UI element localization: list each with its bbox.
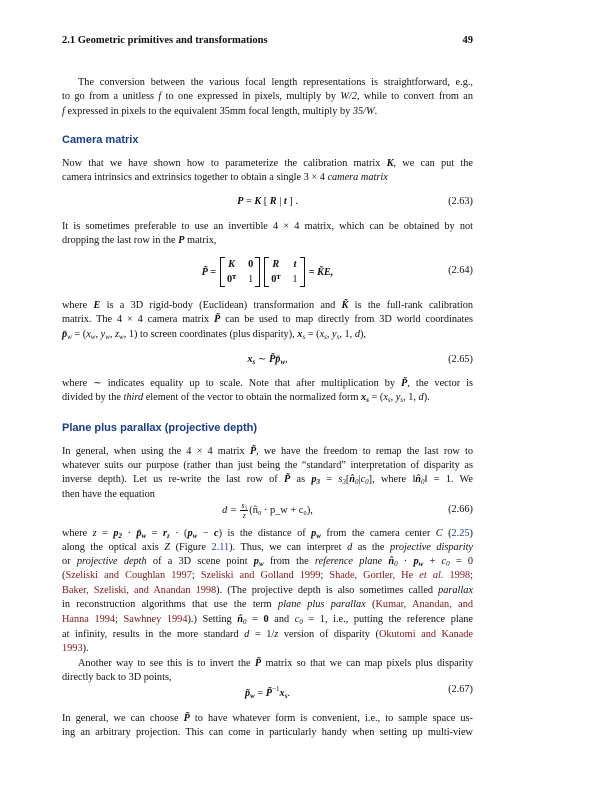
text-span: z	[115, 329, 120, 340]
text-span: matrix so that we can map pixels plus disparity	[261, 658, 473, 669]
text-span: to have whatever form is convenient, i.e., to sample space us-	[189, 713, 473, 724]
matrix-cell: R	[272, 259, 280, 270]
text-span: y	[395, 392, 401, 403]
text-span: In general, when using the 4 × 4 matrix	[62, 446, 250, 457]
text-span: w	[258, 560, 264, 568]
text-span: at infinity, results in the more standard	[62, 629, 245, 640]
text-span: p̄	[136, 528, 142, 539]
text-span: f	[62, 106, 65, 117]
text-span: , the vector is	[407, 378, 473, 389]
text-span: 0	[299, 618, 303, 626]
text-span: where ∼ indicates equality up to scale. Note that after multiplication by	[62, 378, 402, 389]
citation-link[interactable]: et al.	[419, 570, 444, 581]
text-span: 3	[316, 478, 320, 486]
text-span: , 1,	[339, 329, 355, 340]
text-span: K	[254, 196, 262, 207]
text-span: third	[123, 392, 144, 403]
text-span: projective depth	[76, 556, 147, 567]
text-span: ] .	[286, 196, 298, 207]
text-span: 0	[446, 560, 450, 568]
text-span: n̂	[415, 474, 421, 485]
text-line	[62, 612, 473, 627]
eq-rhs: = K̃E,	[308, 266, 334, 278]
text-span: to go from a unitless	[62, 91, 159, 102]
text-span: s	[387, 396, 391, 404]
text-span: is the full-rank calibration	[348, 300, 474, 311]
text-span: is a 3D rigid-body (Euclidean) transformation and	[100, 300, 342, 311]
text-span: −1	[272, 685, 280, 693]
text-span: c	[441, 556, 447, 567]
text-line	[62, 75, 473, 90]
text-span: n̂	[388, 556, 395, 567]
text-line	[62, 458, 473, 473]
text-span: c	[214, 528, 219, 539]
matrix-cell: 1	[248, 274, 254, 285]
text-span: Now that we have shown how to parameterize the calibration matrix	[62, 158, 387, 169]
text-span: 3	[342, 478, 346, 486]
text-span: ,	[109, 329, 116, 340]
text-span: = 1/	[249, 629, 275, 640]
text-span: Plane plus parallax (projective depth)	[62, 422, 257, 434]
text-span: ),	[359, 329, 366, 340]
text-span: Z	[164, 542, 171, 553]
text-span: P̃	[401, 378, 408, 389]
text-line	[62, 444, 473, 459]
text-span: ).) Setting	[187, 614, 238, 625]
text-span: P̃p̄	[268, 354, 281, 365]
text-span: ·	[397, 556, 414, 567]
eq-rhs: (n̂₀ · p_w + c₀),	[249, 504, 313, 516]
citation-link[interactable]: Shade, Gortler, He	[329, 570, 420, 581]
text-line	[62, 390, 473, 405]
text-span: , 1,	[403, 392, 419, 403]
text-span: 0	[394, 560, 398, 568]
text-span: ,	[95, 329, 101, 340]
text-span: |	[276, 196, 284, 207]
matrix-cell: t	[293, 259, 297, 270]
text-span: s	[284, 692, 288, 700]
text-span: = (	[368, 392, 384, 403]
text-span: r	[162, 528, 167, 539]
text-span: It is sometimes preferable to use an invertible 4 × 4 matrix, which can be obtained by not	[62, 221, 473, 232]
text-span: ,	[326, 329, 333, 340]
citation-link[interactable]: Szeliski and Golland 1999	[200, 570, 321, 581]
text-span: dropping the last row in the	[62, 235, 179, 246]
eq-lhs: P̃ =	[201, 266, 217, 278]
text-line	[62, 298, 473, 313]
text-span: s	[336, 333, 340, 341]
text-span: inverse depth). Let us re-write the last row of	[62, 474, 284, 485]
text-line	[62, 656, 473, 671]
matrix-k	[220, 257, 260, 287]
text-span: R	[269, 196, 277, 207]
text-span: K̃	[341, 300, 349, 311]
text-line	[62, 312, 473, 327]
text-span: =	[254, 688, 266, 699]
text-span: p	[113, 528, 119, 539]
text-span: w	[316, 532, 321, 540]
text-span: from the camera center	[320, 528, 436, 539]
matrix-cell: 0ᵀ	[227, 274, 237, 285]
text-span: of a 3D scene point	[146, 556, 254, 567]
text-span: p	[311, 528, 317, 539]
text-span: d	[244, 629, 250, 640]
text-line	[62, 233, 473, 248]
text-span: w	[250, 692, 255, 700]
text-span: The conversion between the various focal length representations is straightforward, e.g.,	[78, 77, 473, 88]
text-line	[62, 597, 473, 612]
text-span: can be used to map directly from 3D world coordinates	[220, 314, 473, 325]
matrix-cell: 0	[248, 259, 254, 270]
text-span: reference plane	[314, 556, 383, 567]
text-span: , while to convert from an	[356, 91, 473, 102]
text-span: to one expressed in pixels, multiply by	[161, 91, 341, 102]
text-line	[62, 526, 473, 541]
page-number: 49	[462, 35, 473, 46]
text-span: ;	[191, 570, 201, 581]
text-span: x	[297, 329, 303, 340]
text-span: w	[192, 532, 198, 540]
text-span: y	[100, 329, 106, 340]
text-span: x	[361, 392, 367, 403]
eq-lhs: d =	[222, 504, 237, 516]
text-span: 0	[355, 478, 359, 486]
text-line	[62, 641, 473, 656]
text-span: p̄	[62, 329, 68, 340]
text-span: P	[178, 235, 185, 246]
text-span: projective disparity	[390, 542, 474, 553]
cross-reference-link[interactable]: 2.11	[211, 542, 230, 553]
text-span: p̃	[244, 688, 251, 699]
text-span: camera matrix	[327, 172, 388, 183]
text-line	[62, 219, 473, 234]
text-span: plane plus parallax	[278, 599, 366, 610]
text-span: (	[62, 570, 66, 581]
text-line	[62, 472, 473, 487]
text-span: d	[418, 392, 424, 403]
text-span: w	[105, 333, 110, 341]
text-line	[62, 487, 473, 502]
text-span: p	[311, 474, 317, 485]
equation-number: (2.64)	[448, 265, 473, 276]
text-span: x	[86, 329, 91, 340]
section-heading	[62, 133, 473, 148]
text-span: s	[366, 396, 369, 404]
text-span: =	[146, 528, 163, 539]
citation-link[interactable]: Sawhney 1994	[123, 614, 188, 625]
text-line	[62, 554, 473, 569]
text-span: = (	[71, 329, 87, 340]
text-span: ). Thus, we can interpret	[229, 542, 348, 553]
text-span: ).	[423, 392, 430, 403]
text-span: 0	[263, 614, 269, 625]
text-line	[62, 156, 473, 171]
text-span: z	[166, 532, 170, 540]
text-span: as the	[352, 542, 391, 553]
citation-link[interactable]: Kumar, Anandan, and	[375, 599, 473, 610]
matrix-cell: 1	[292, 274, 298, 285]
text-span: .	[374, 106, 378, 117]
equation-number: (2.63)	[448, 196, 473, 207]
text-span: s	[400, 396, 404, 404]
text-span: s	[338, 474, 343, 485]
text-span: ∼	[255, 354, 269, 365]
text-span: =	[243, 196, 255, 207]
numerator: s₃	[241, 501, 248, 510]
text-span: = 0	[449, 556, 474, 567]
text-span: x	[383, 392, 388, 403]
text-span: )	[469, 528, 473, 539]
text-span: z	[274, 629, 279, 640]
citation-link[interactable]: 1993	[62, 643, 83, 654]
text-line	[62, 89, 473, 104]
equation-number: (2.65)	[448, 354, 473, 365]
text-span: P	[237, 196, 244, 207]
citation-link[interactable]: Baker, Szeliski, and Anandan 1998	[62, 585, 217, 596]
text-span: P̃	[283, 474, 291, 485]
text-span: = 1, i.e., putting the reference plane	[302, 614, 473, 625]
text-span: s	[324, 333, 327, 341]
text-span: = (	[305, 329, 320, 340]
text-span: matrix. The 4 × 4 camera matrix	[62, 314, 214, 325]
text-span: P̃	[213, 314, 221, 325]
text-span: parallax	[438, 585, 473, 596]
text-span: w	[280, 358, 286, 366]
text-span: · (	[169, 528, 188, 539]
text-span: Camera matrix	[62, 134, 139, 146]
matrix-rt	[264, 257, 304, 287]
text-line	[62, 711, 473, 726]
citation-link[interactable]: Okutomi and Kanade	[378, 629, 474, 640]
text-span: where	[62, 528, 93, 539]
fraction	[240, 501, 248, 520]
text-span: along the optical axis	[62, 542, 165, 553]
text-span: ,	[390, 392, 396, 403]
text-span: ‖ = 1. We	[424, 474, 473, 485]
text-span: version of disparity (	[278, 629, 379, 640]
text-span: ;	[320, 570, 330, 581]
text-span: , we have the freedom to remap the last row to	[256, 446, 473, 457]
text-span: 0	[421, 478, 425, 486]
text-span: w	[141, 532, 147, 540]
text-span: ) is the distance of	[218, 528, 312, 539]
text-span: ).	[82, 643, 89, 654]
text-span: (	[442, 528, 452, 539]
citation-link[interactable]: Hanna 1994	[62, 614, 116, 625]
text-span: p	[253, 556, 259, 567]
text-span: 2	[118, 532, 123, 540]
text-span: or	[62, 556, 77, 567]
text-span: .	[287, 688, 290, 699]
cross-reference-link[interactable]: 2.25	[451, 528, 470, 539]
section-heading	[62, 421, 473, 436]
text-span: n̂	[349, 474, 356, 485]
text-span: ing an arbitrary projection. This can come in particularly handy when setting up multi-view	[62, 727, 473, 738]
text-span: ], where ‖	[368, 474, 416, 485]
text-span: matrix,	[184, 235, 217, 246]
text-span: divided by the	[62, 392, 124, 403]
text-span: , 1) to screen coordinates (plus disparity),	[123, 329, 298, 340]
text-span: [	[261, 196, 270, 207]
text-span: s	[302, 333, 306, 341]
text-span: ;	[470, 570, 473, 581]
text-span: n̂	[237, 614, 244, 625]
text-span: then have the equation	[62, 489, 155, 500]
matrix-cell: 0ᵀ	[271, 274, 281, 285]
text-span: w	[67, 333, 72, 341]
equation	[62, 352, 473, 367]
text-span: K	[386, 158, 394, 169]
text-span: , we can put the	[393, 158, 473, 169]
text-span: W/2	[340, 91, 357, 102]
text-span: w	[90, 333, 96, 341]
text-line	[62, 170, 473, 185]
text-span: P̃	[183, 713, 190, 724]
text-span: x	[319, 329, 325, 340]
text-span: ;	[115, 614, 124, 625]
text-span: [	[345, 474, 350, 485]
text-span: In general, we can choose	[62, 713, 184, 724]
text-span: whatever suits our purpose (rather than just being the “standard” interpretation of disparity as	[62, 460, 473, 471]
citation-link[interactable]: 1998	[443, 570, 471, 581]
equation-number: (2.66)	[448, 504, 473, 515]
text-span: c	[360, 474, 366, 485]
equation-2-64	[62, 256, 473, 288]
text-span: 0	[365, 478, 369, 486]
text-line	[62, 583, 473, 598]
text-span: Another way to see this is to invert the	[78, 658, 255, 669]
text-span: 35/W	[352, 106, 375, 117]
text-span: 0	[243, 618, 247, 626]
text-span: t	[283, 196, 287, 207]
denominator: z	[242, 511, 246, 520]
text-span: ). (The projective depth is also sometimes called	[216, 585, 439, 596]
text-line	[62, 627, 473, 642]
text-span: P̃	[249, 446, 257, 457]
text-span: p	[187, 528, 193, 539]
text-span: =	[320, 474, 339, 485]
text-span: |	[358, 474, 361, 485]
text-span: y	[332, 329, 337, 340]
text-span: as	[290, 474, 312, 485]
text-span: (	[365, 599, 376, 610]
matrix-cell: K	[228, 259, 236, 270]
text-line	[62, 725, 473, 740]
citation-link[interactable]: Szeliski and Coughlan 1997	[65, 570, 192, 581]
text-line	[62, 568, 473, 583]
text-span: p	[413, 556, 419, 567]
text-span: P̃	[265, 688, 273, 699]
text-span: c	[294, 614, 300, 625]
text-span: in reconstruction algorithms that use the term	[62, 599, 279, 610]
text-span: E	[93, 300, 101, 311]
text-span: =	[96, 528, 114, 539]
text-line	[62, 327, 473, 342]
text-span: expressed in pixels to the equivalent 35mm focal length, multiply by	[64, 106, 353, 117]
text-span: C	[435, 528, 443, 539]
text-span: f	[158, 91, 162, 102]
text-span: P̃	[254, 658, 262, 669]
text-span: −	[197, 528, 215, 539]
equation	[62, 682, 473, 700]
text-line	[62, 104, 473, 119]
text-span: =	[246, 614, 264, 625]
text-line	[62, 376, 473, 391]
text-span: +	[423, 556, 442, 567]
text-line	[62, 540, 473, 555]
text-span: (Figure	[170, 542, 212, 553]
text-span: element of the vector to obtain the normalized form	[143, 392, 362, 403]
equation-number: (2.67)	[448, 684, 473, 695]
text-span: and	[268, 614, 295, 625]
text-span: from the	[263, 556, 315, 567]
text-span: x	[247, 354, 253, 365]
text-span: directly back to 3D points,	[62, 672, 172, 683]
text-span: camera intrinsics and extrinsics together to obtain a single 3 × 4	[62, 172, 328, 183]
text-span: x	[279, 688, 285, 699]
text-span: s	[252, 358, 256, 366]
text-span: w	[418, 560, 424, 568]
text-span: z	[92, 528, 97, 539]
text-span: d	[347, 542, 353, 553]
text-span: w	[119, 333, 124, 341]
running-header-section: 2.1 Geometric primitives and transformations	[62, 35, 268, 46]
text-span: where	[62, 300, 94, 311]
text-span: ,	[285, 354, 288, 365]
text-span: d	[354, 329, 360, 340]
equation	[62, 194, 473, 209]
equation-2-66	[62, 501, 473, 519]
text-span: ·	[122, 528, 137, 539]
